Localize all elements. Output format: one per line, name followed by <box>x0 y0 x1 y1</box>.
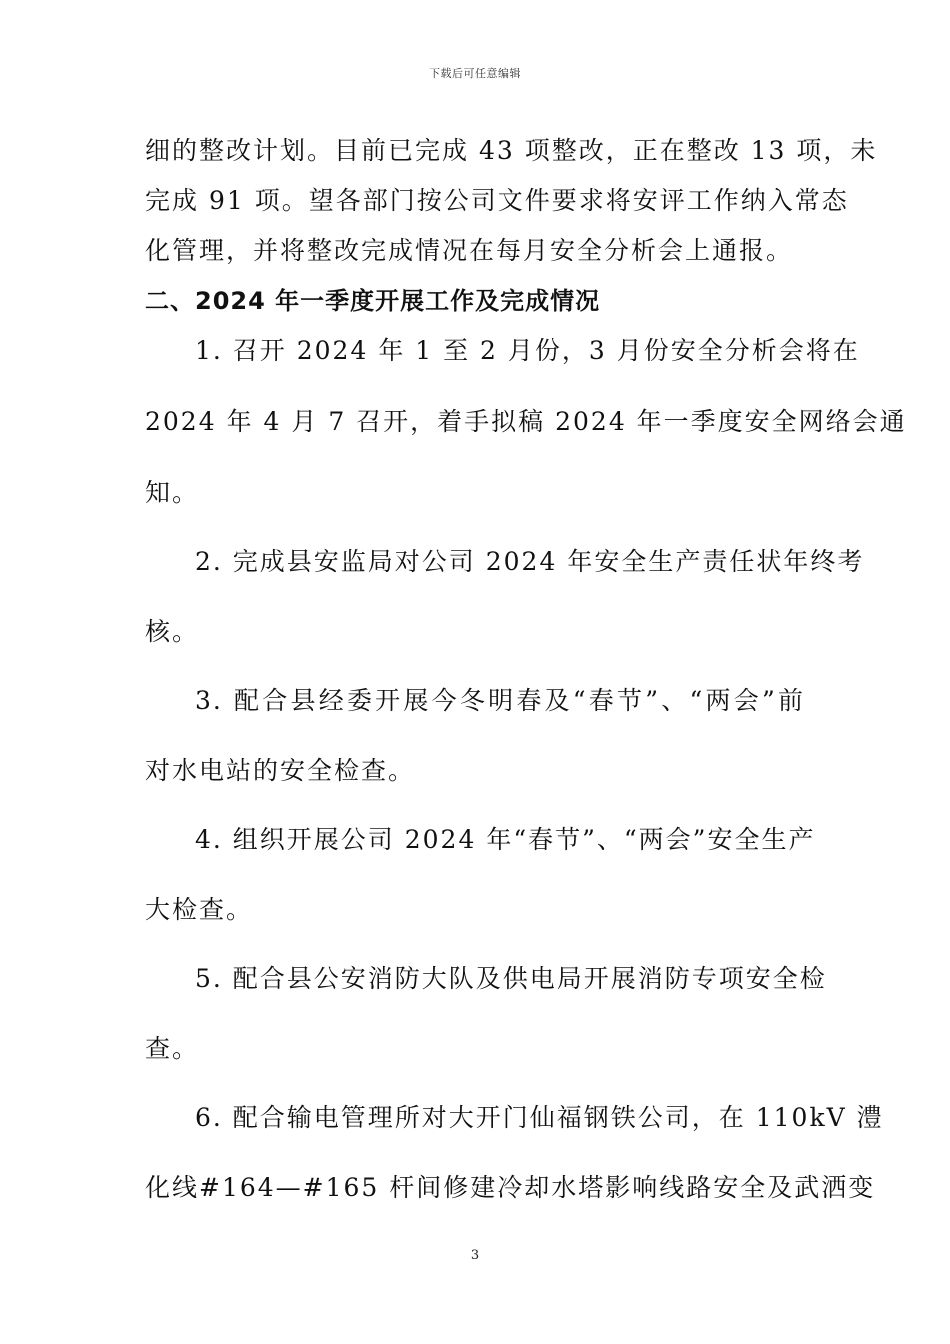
body-line: 3. 配合县经委开展今冬明春及“春节”、“两会”前 <box>195 686 805 715</box>
body-line: 大检查。 <box>145 895 254 924</box>
body-line: 2024 年 4 月 7 召开，着手拟稿 2024 年一季度安全网络会通 <box>145 407 907 436</box>
header-note: 下载后可任意编辑 <box>429 67 521 80</box>
body-line: 化线#164—#165 杆间修建冷却水塔影响线路安全及武洒变 <box>145 1173 876 1202</box>
body-line: 细的整改计划。目前已完成 43 项整改，正在整改 13 项，未 <box>145 136 878 165</box>
body-line: 知。 <box>145 478 200 507</box>
body-line: 6. 配合输电管理所对大开门仙福钢铁公司，在 110kV 澧 <box>195 1103 884 1132</box>
page-number: 3 <box>470 1248 480 1263</box>
body-line: 1. 召开 2024 年 1 至 2 月份，3 月份安全分析会将在 <box>195 336 860 365</box>
section-heading: 二、2024 年一季度开展工作及完成情况 <box>145 287 601 315</box>
body-line: 完成 91 项。望各部门按公司文件要求将安评工作纳入常态 <box>145 186 849 215</box>
body-line: 化管理，并将整改完成情况在每月安全分析会上通报。 <box>145 236 794 265</box>
body-line: 对水电站的安全检查。 <box>145 756 416 785</box>
body-line: 2. 完成县安监局对公司 2024 年安全生产责任状年终考 <box>195 547 865 576</box>
body-line: 核。 <box>145 617 200 646</box>
body-line: 4. 组织开展公司 2024 年“春节”、“两会”安全生产 <box>195 825 816 854</box>
body-line: 查。 <box>145 1034 200 1063</box>
body-line: 5. 配合县公安消防大队及供电局开展消防专项安全检 <box>195 964 827 993</box>
